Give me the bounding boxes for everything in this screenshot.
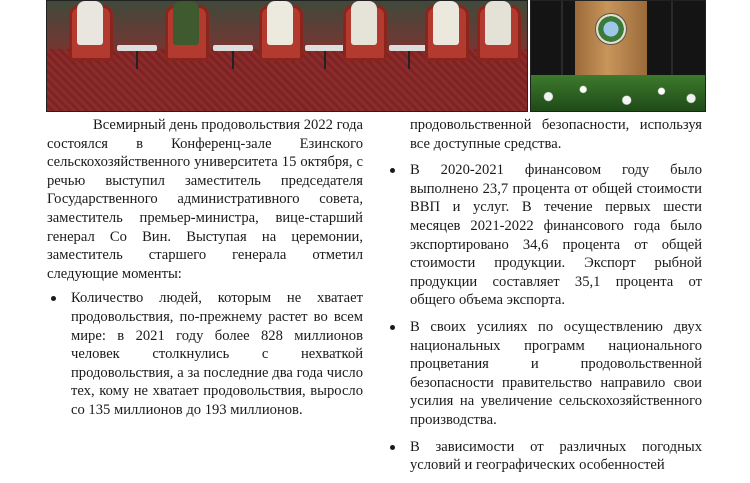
list-item — [47, 289, 363, 419]
attendee — [351, 1, 377, 45]
list-item — [386, 318, 702, 430]
list-item — [386, 438, 702, 475]
attendee-uniform — [173, 1, 199, 45]
list-item-text: В зависимости от различных погодных условий и географических особенностей — [410, 438, 702, 474]
list-item — [386, 161, 702, 310]
conference-hall-photo — [46, 0, 528, 112]
attendee — [267, 1, 293, 45]
emblem-icon — [595, 13, 627, 45]
bullet-icon — [390, 168, 395, 173]
flower-arrangement — [531, 75, 705, 111]
podium-photo — [530, 0, 706, 112]
list-item-text: В своих усилиях по осуществлению двух национальных программ национального процветания и продовольственной безопасности правительство направило свои усилия на увеличение сельскохозяйственного производства. — [410, 318, 702, 428]
continued-text: продовольственной безопасности, используя все доступные средства. — [410, 117, 702, 152]
bullet-list-right — [386, 161, 702, 475]
list-item-text: В 2020-2021 финансовом году было выполнено 23,7 процента от общей стоимости ВВП и услуг. В течение первых шести месяцев 2021-2022 финансового года было экспортировано 34,6 процента от общей стоимости продукции. Экспорт рыбной продукции составляет 35,1 процента от общего объема экспорта. — [410, 162, 702, 309]
bullet-icon — [51, 296, 56, 301]
table-leg — [232, 51, 234, 69]
article-column-left — [47, 116, 363, 428]
attendee — [485, 1, 511, 45]
article-column-right — [386, 116, 702, 483]
bullet-list-left — [47, 289, 363, 419]
bullet-icon — [390, 325, 395, 330]
list-item-text: Количество людей, которым не хватает продовольствия, по-прежнему растет во всем мире: в 2021 году более 828 миллионов человек столкнулись с нехваткой продовольствия, а за последние два года число тех, кому не хватает продовольствия, выросло со 135 миллионов до 193 миллионов. — [71, 290, 363, 418]
attendee — [77, 1, 103, 45]
bullet-icon — [390, 445, 395, 450]
table-leg — [408, 51, 410, 69]
table-leg — [136, 51, 138, 69]
attendee — [433, 1, 459, 45]
article-intro: Всемирный день продовольствия 2022 года состоялся в Конференц-зале Езинского сельскохозяйственного университета 15 октября, с речью выступил заместитель председателя Государственного административного совета, заместитель премьер-министра, вице-старший генерал Со Вин. Выступая на церемонии, заместитель старшего генерала отметил следующие моменты: — [47, 117, 363, 282]
table-leg — [324, 51, 326, 69]
